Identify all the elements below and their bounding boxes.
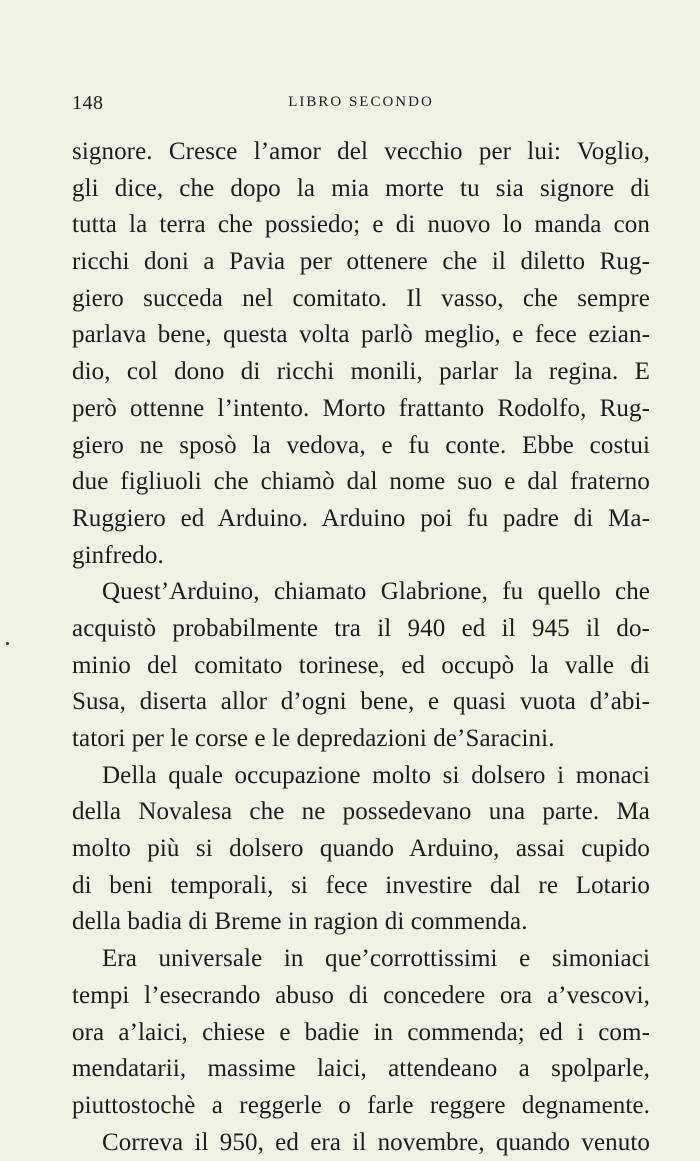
text-line: gli dice, che dopo la mia morte tu sia signore di (72, 174, 650, 202)
text-line: tutta la terra che possiedo; e di nuovo lo manda con (72, 211, 650, 239)
text-line: mendatarii, massime laici, attendeano a spolparle, (72, 1055, 650, 1083)
text-line: però ottenne l’intento. Morto frattanto Rodolfo, Rug- (72, 394, 650, 422)
text-line: Susa, diserta allor d’ogni bene, e quasi vuota d’abi- (72, 688, 650, 716)
text-line: giero succeda nel comitato. Il vasso, che sempre (72, 284, 650, 312)
paragraph-first-line: Della quale occupazione molto si dolsero i monaci (102, 761, 650, 789)
running-head (72, 92, 650, 116)
body-text (72, 134, 650, 1161)
text-line: tempi l’esecrando abuso di concedere ora a’vescovi, (72, 981, 650, 1009)
page-number: 148 (72, 92, 104, 114)
text-line: piuttostochè a reggerle o farle reggere degnamente. (72, 1091, 650, 1119)
text-line: minio del comitato torinese, ed occupò la valle di (72, 651, 650, 679)
text-line: signore. Cresce l’amor del vecchio per lui: Voglio, (72, 138, 650, 165)
text-line: della Novalesa che ne possedevano una parte. Ma (72, 798, 650, 826)
text-line: molto più si dolsero quando Arduino, assai cupido (72, 835, 650, 863)
text-line: ginfredo. (72, 541, 164, 569)
text-line: due figliuoli che chiamò dal nome suo e dal fraterno (72, 468, 650, 496)
running-title: LIBRO SECONDO (288, 94, 434, 110)
text-line: parlava bene, questa volta parlò meglio, e fece ezian- (72, 321, 650, 349)
text-line: della badia di Breme in ragion di commenda. (72, 908, 528, 936)
paragraph-first-line: Era universale in que’corrottissimi e simoniaci (102, 945, 650, 973)
text-line: tatori per le corse e le depredazioni de’Saracini. (72, 725, 555, 752)
text-line: dio, col dono di ricchi monili, parlar la regina. E (72, 358, 650, 386)
margin-mark (6, 642, 9, 645)
text-line: ora a’laici, chiese e badie in commenda; ed i com- (72, 1018, 650, 1046)
text-line: Ruggiero ed Arduino. Arduino poi fu padre di Ma- (72, 504, 650, 532)
text-line: acquistò probabilmente tra il 940 ed il 945 il do- (72, 614, 650, 642)
paragraph-first-line: Correva il 950, ed era il novembre, quando venuto (102, 1128, 650, 1156)
text-line: giero ne sposò la vedova, e fu conte. Ebbe costui (72, 431, 650, 459)
paragraph-first-line: Quest’Arduino, chiamato Glabrione, fu quello che (102, 578, 650, 606)
text-line: ricchi doni a Pavia per ottenere che il diletto Rug- (72, 248, 650, 276)
text-line: di beni temporali, si fece investire dal re Lotario (72, 871, 650, 899)
